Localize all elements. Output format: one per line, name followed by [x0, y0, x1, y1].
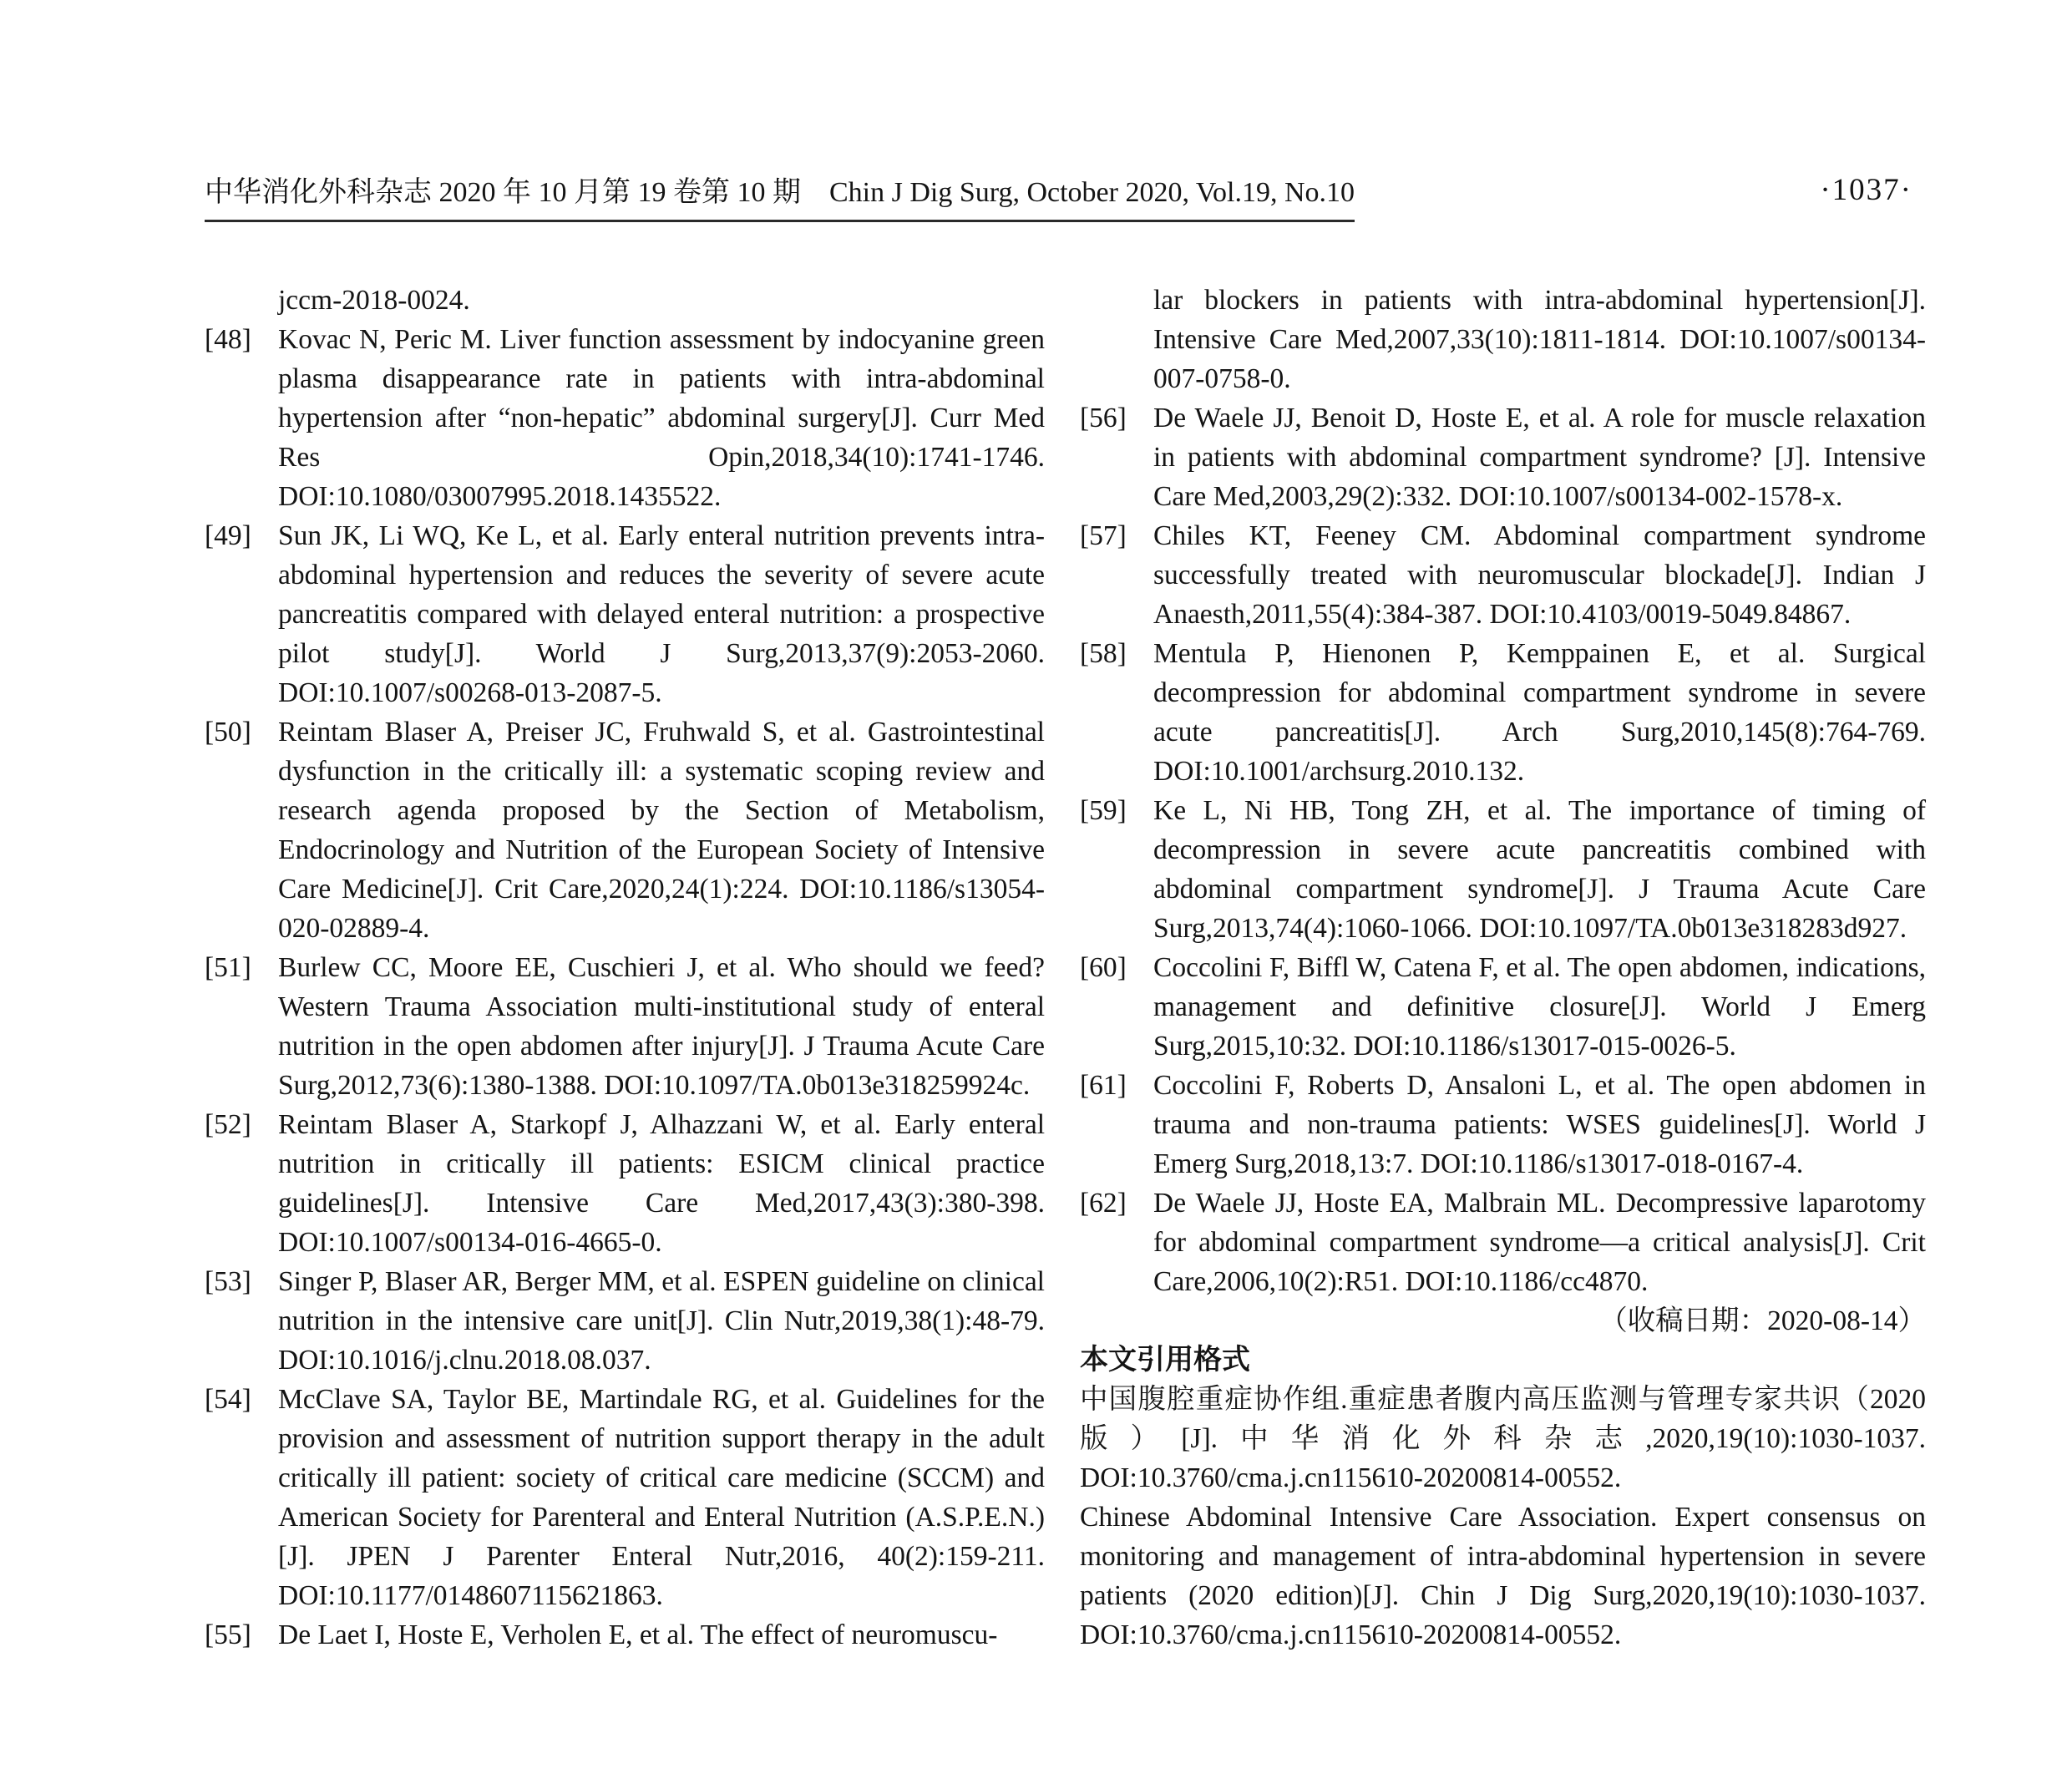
reference-item [205, 320, 1045, 516]
reference-number: [49] [205, 520, 251, 551]
references-column-left [205, 281, 1045, 1655]
reference-item [1080, 398, 1926, 516]
reference-number: [50] [205, 717, 251, 748]
reference-text: Chiles KT, Feeney CM. Abdominal compartment syndrome successfully treated with neuromuscular blockade[J]. Indian J Anaesth,2011,55(4):384-387. DOI:10.4103/0019-5049.84867. [1153, 520, 1926, 630]
references-column-right [1080, 281, 1926, 1655]
reference-text: Sun JK, Li WQ, Ke L, et al. Early enteral nutrition prevents intra-abdominal hypertension and reduces the severity of severe acute pancreatitis compared with delayed enteral nutrition: a prospective pilot study[J]. World J Surg,2013,37(9):2053-2060. DOI:10.1007/s00268-013-2087-5. [278, 520, 1045, 708]
reference-number: [53] [205, 1266, 251, 1297]
reference-number: [51] [205, 952, 251, 983]
reference-item [1080, 948, 1926, 1066]
reference-item [205, 1615, 1045, 1655]
reference-number: [58] [1080, 638, 1127, 669]
reference-text: lar blockers in patients with intra-abdominal hypertension[J]. Intensive Care Med,2007,33(10):1811-1814. DOI:10.1007/s00134-007-0758-0. [1153, 285, 1926, 394]
reference-text: Singer P, Blaser AR, Berger MM, et al. ESPEN guideline on clinical nutrition in the intensive care unit[J]. Clin Nutr,2019,38(1):48-79. DOI:10.1016/j.clnu.2018.08.037. [278, 1266, 1045, 1376]
reference-text: jccm-2018-0024. [278, 285, 470, 316]
citation-chinese: 中国腹腔重症协作组.重症患者腹内高压监测与管理专家共识（2020版）[J].中华消化外科杂志,2020,19(10):1030-1037. DOI:10.3760/cma.j.cn115610-20200814-00552. [1080, 1384, 1926, 1493]
reference-text: De Laet I, Hoste E, Verholen E, et al. The effect of neuromuscu- [278, 1619, 998, 1650]
reference-text: Reintam Blaser A, Starkopf J, Alhazzani W, et al. Early enteral nutrition in critically ill patients: ESICM clinical practice guidelines[J]. Intensive Care Med,2017,43(3):380-398. DOI:10.1007/s00134-016-4665-0. [278, 1109, 1045, 1258]
reference-text: Coccolini F, Biffl W, Catena F, et al. The open abdomen, indications, management and definitive closure[J]. World J Emerg Surg,2015,10:32. DOI:10.1186/s13017-015-0026-5. [1153, 952, 1926, 1062]
reference-item [205, 1262, 1045, 1380]
reference-text: Kovac N, Peric M. Liver function assessment by indocyanine green plasma disappearance rate in patients with intra-abdominal hypertension after “non-hepatic” abdominal surgery[J]. Curr Med Res Opin,2018,34(10):1741-1746. DOI:10.1080/03007995.2018.1435522. [278, 324, 1045, 512]
reference-item [205, 281, 1045, 320]
reference-number: [55] [205, 1619, 251, 1650]
reference-number: [54] [205, 1384, 251, 1415]
reference-number: [60] [1080, 952, 1127, 983]
reference-number: [61] [1080, 1070, 1127, 1101]
reference-text: Burlew CC, Moore EE, Cuschieri J, et al. Who should we feed? Western Trauma Association multi-institutional study of enteral nutrition in the open abdomen after injury[J]. J Trauma Acute Care Surg,2012,73(6):1380-1388. DOI:10.1097/TA.0b013e318259924c. [278, 952, 1045, 1101]
received-date: （收稿日期：2020-08-14） [1599, 1305, 1926, 1336]
reference-item [205, 1380, 1045, 1615]
reference-item [1080, 1183, 1926, 1301]
reference-item [1080, 516, 1926, 634]
journal-header: 中华消化外科杂志 2020 年 10 月第 19 卷第 10 期 Chin J Dig Surg, October 2020, Vol.19, No.10 [205, 169, 1355, 222]
reference-number: [57] [1080, 520, 1127, 551]
citation-format-heading: 本文引用格式 [1080, 1344, 1250, 1376]
reference-item [1080, 791, 1926, 948]
page-number: ·1037· [1820, 173, 1912, 207]
reference-text: McClave SA, Taylor BE, Martindale RG, et al. Guidelines for the provision and assessment of nutrition support therapy in the adult critically ill patient: society of critical care medicine (SCCM) and American Society for Parenteral and Enteral Nutrition (A.S.P.E.N.)[J]. JPEN J Parenter Enteral Nutr,2016, 40(2):159-211. DOI:10.1177/0148607115621863. [278, 1384, 1045, 1611]
reference-number: [52] [205, 1109, 251, 1140]
reference-item [1080, 634, 1926, 791]
reference-item [1080, 1066, 1926, 1183]
reference-number: [59] [1080, 795, 1127, 826]
reference-text: De Waele JJ, Benoit D, Hoste E, et al. A role for muscle relaxation in patients with abdominal compartment syndrome? [J]. Intensive Care Med,2003,29(2):332. DOI:10.1007/s00134-002-1578-x. [1153, 403, 1926, 512]
reference-number: [56] [1080, 403, 1127, 433]
reference-text: Coccolini F, Roberts D, Ansaloni L, et al. The open abdomen in trauma and non-trauma patients: WSES guidelines[J]. World J Emerg Surg,2018,13:7. DOI:10.1186/s13017-018-0167-4. [1153, 1070, 1926, 1179]
reference-number: [62] [1080, 1188, 1127, 1219]
reference-item [205, 712, 1045, 948]
reference-text: Ke L, Ni HB, Tong ZH, et al. The importance of timing of decompression in severe acute pancreatitis combined with abdominal compartment syndrome[J]. J Trauma Acute Care Surg,2013,74(4):1060-1066. DOI:10.1097/TA.0b013e318283d927. [1153, 795, 1926, 944]
reference-text: Mentula P, Hienonen P, Kemppainen E, et al. Surgical decompression for abdominal compartment syndrome in severe acute pancreatitis[J]. Arch Surg,2010,145(8):764-769. DOI:10.1001/archsurg.2010.132. [1153, 638, 1926, 787]
reference-text: Reintam Blaser A, Preiser JC, Fruhwald S, et al. Gastrointestinal dysfunction in the critically ill: a systematic scoping review and research agenda proposed by the Section of Metabolism, Endocrinology and Nutrition of the European Society of Intensive Care Medicine[J]. Crit Care,2020,24(1):224. DOI:10.1186/s13054-020-02889-4. [278, 717, 1045, 944]
reference-item [1080, 281, 1926, 398]
reference-number: [48] [205, 324, 251, 355]
reference-item [205, 1105, 1045, 1262]
reference-text: De Waele JJ, Hoste EA, Malbrain ML. Decompressive laparotomy for abdominal compartment syndrome—a critical analysis[J]. Crit Care,2006,10(2):R51. DOI:10.1186/cc4870. [1153, 1188, 1926, 1297]
reference-item [205, 948, 1045, 1105]
reference-item [205, 516, 1045, 712]
citation-english: Chinese Abdominal Intensive Care Association. Expert consensus on monitoring and management of intra-abdominal hypertension in severe patients (2020 edition)[J]. Chin J Dig Surg,2020,19(10):1030-1037. DOI:10.3760/cma.j.cn115610-20200814-00552. [1080, 1502, 1926, 1650]
